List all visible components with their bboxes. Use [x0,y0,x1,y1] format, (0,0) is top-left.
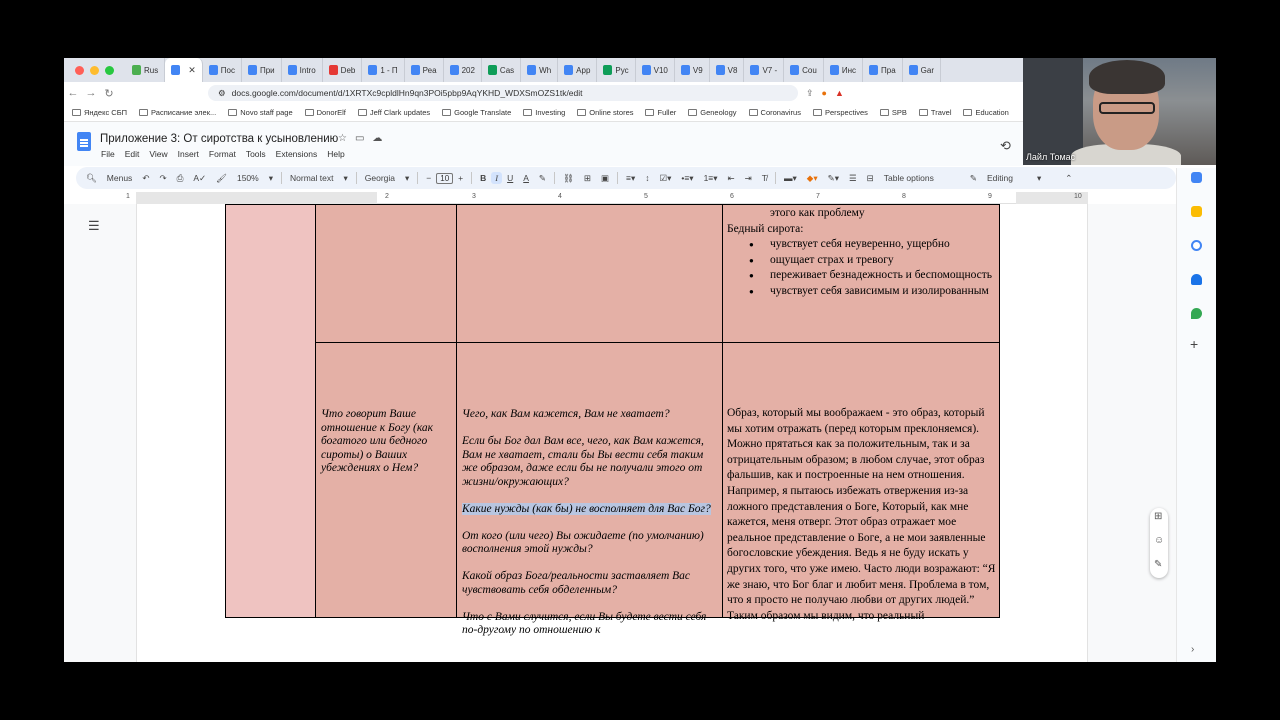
fill-color-icon[interactable]: ◆▾ [806,172,818,183]
tab-favicon-icon [564,65,573,75]
menu-item[interactable]: File [101,149,115,159]
forward-icon[interactable]: → [85,87,97,99]
menu-item[interactable]: Help [327,149,345,159]
back-icon[interactable]: ← [67,87,79,99]
document-page[interactable] [136,204,1088,662]
italic-icon[interactable]: I [491,172,502,184]
floating-actions [1150,508,1168,578]
browser-tab[interactable] [863,58,903,82]
ruler-mark: 7 [816,193,820,200]
docs-header [64,122,1024,166]
style-chevron-icon[interactable]: ▾ [343,172,348,183]
bookmark-item[interactable] [919,108,952,117]
tab-favicon-icon [288,65,297,75]
font-size-input[interactable]: 10 [436,173,453,184]
browser-tab[interactable] [675,58,710,82]
table-cell-question[interactable] [315,342,457,618]
prompt: Если бы Бог дал Вам все, чего, как Вам кажется, Вам не хватает, стали бы Вы вести себя таким же образом, даже если бы не получали этого от жизни/окружающих? [462,435,704,488]
tab-label: V10 [653,65,668,75]
decrease-font-icon[interactable]: − [426,173,432,183]
reload-icon[interactable]: ↻ [104,87,114,100]
browser-tab[interactable] [824,58,863,82]
webcam-background [1023,58,1083,165]
bookmark-icon [228,109,237,116]
bookmark-icon [72,109,81,116]
redo-icon[interactable]: ↷ [159,172,167,183]
search-menus-label[interactable]: Menus [106,173,133,183]
browser-tab[interactable] [203,58,242,82]
bookmark-icon [749,109,758,116]
editing-mode-icon[interactable]: ✎ [969,172,977,183]
ruler-mark: 4 [558,193,562,200]
answer-text[interactable]: Образ, который мы воображаем - это образ, который мы хотим отражать (перед которым преклоняемся). Можно прятаться как за положительным, так и за отрицательным образом; в любом случае, этот образ фальшив, как и построенные на нем отношения. Например, я пытаюсь избежать отвержения из-за ложного представления о Боге, Который, как мне кажется, меня отверг. Этот образ отражает мое реальное представление о Боге, а не мои заявленные богословские убеждения. Ведь я не буду искать у других того, что уже имею. Часто люди возражают: “Я же знаю, что Бог благ и любит меня. Проблема в том, что я просто не получаю любви от других людей.” Таким образом мы видим, что реальный [727,407,996,622]
tab-label: 202 [461,65,475,75]
menu-item[interactable]: Tools [245,149,266,159]
maximize-window-button[interactable] [105,66,114,75]
bookmark-icon [523,109,532,116]
increase-font-icon[interactable]: + [458,173,464,183]
tab-favicon-icon [248,65,257,75]
search-menus-icon[interactable]: 🔍︎ [86,172,97,183]
browser-tab[interactable] [165,58,203,82]
tab-label: Инс [841,65,856,75]
table-icon[interactable]: ⊟ [866,172,874,183]
bookmark-label: Fuller [657,108,677,117]
bookmark-item[interactable] [645,108,676,117]
ruler-mark: 3 [472,193,476,200]
bookmark-item[interactable] [577,108,633,117]
bookmark-label: Novo staff page [240,108,293,117]
browser-tab[interactable] [444,58,482,82]
bookmark-label: Online stores [589,108,634,117]
highlight-icon[interactable]: ✎ [538,172,547,183]
increase-indent-icon[interactable]: ⇥ [744,172,752,183]
bookmark-icon [688,109,697,116]
toolbar-divider [617,172,618,184]
add-comment-icon[interactable]: ⊞ [1154,511,1163,522]
bookmark-item[interactable] [228,108,292,117]
tab-label: Рус [615,65,629,75]
question-text[interactable]: Что говорит Ваше отношение к Богу (как богатого или бедного сироты) о Ваших убеждениях о Нем? [321,408,434,474]
list-item: ● ощущает страх и тревогу [727,253,997,269]
tab-favicon-icon [830,65,839,75]
tab-favicon-icon [869,65,878,75]
selected-text: Какие нужды (как бы) не восполняет для Вас Бог? [462,502,711,515]
browser-tab[interactable] [323,58,363,82]
bookmark-item[interactable] [880,108,907,117]
cloud-status-icon[interactable]: ☁ [372,133,383,144]
tabs [126,58,941,82]
border-color-icon[interactable]: ✎▾ [827,172,839,183]
image-icon[interactable]: ▣ [600,172,609,183]
docs-toolbar [76,167,1176,189]
prompt-highlighted [462,503,717,517]
tab-label: Gar [920,65,934,75]
bookmark-icon [963,109,972,116]
ruler-mark: 9 [988,193,992,200]
url-text: docs.google.com/document/d/1XRTXc9cpldlHn9qn3POi5pbp9AqYKHD_WDXSmOZS1tk/edit [231,88,583,98]
table-options-button[interactable]: Table options [883,173,934,183]
tab-label: Rus [144,65,159,75]
tab-label: Intro [299,65,316,75]
tab-favicon-icon [368,65,377,75]
tab-label: V9 [692,65,703,75]
ruler-mark: 6 [730,193,734,200]
menu-item[interactable]: Insert [177,149,199,159]
bookmark-label: Travel [930,108,952,117]
prompt: От кого (или чего) Вы ожидаете (по умолчанию) восполнения этой нужды? [462,529,704,555]
tab-favicon-icon [450,65,459,75]
bookmark-label: DonorElf [316,108,346,117]
paint-format-icon[interactable]: 🖌︎ [216,172,227,183]
mode-chevron-icon[interactable]: ▾ [1036,172,1042,183]
docs-logo-icon[interactable] [77,132,91,151]
bullet-list-icon[interactable]: •≡▾ [681,172,694,183]
tab-label: При [259,65,275,75]
underline-icon[interactable]: U [507,173,514,183]
tab-label: Deb [340,65,356,75]
table-cell-left[interactable] [225,204,316,618]
tab-favicon-icon [642,65,651,75]
browser-tab[interactable] [597,58,635,82]
editing-mode-select[interactable]: Editing [986,173,1013,183]
emoji-reaction-icon[interactable]: ☺ [1154,535,1165,546]
tab-favicon-icon [909,65,918,75]
ruler-mark: 8 [902,193,906,200]
list-item: ● чувствует себя неуверенно, ущербно [727,237,997,253]
font-select[interactable]: Georgia [364,173,395,183]
browser-tab[interactable] [710,58,745,82]
browser-tab[interactable] [558,58,597,82]
bookmark-item[interactable] [72,108,127,117]
tab-favicon-icon [750,65,759,75]
browser-tab[interactable] [362,58,404,82]
address-bar[interactable] [208,85,798,101]
line: Бедный сирота: [727,222,804,235]
ruler-mark: 5 [644,193,648,200]
toolbar-divider [471,172,472,184]
webcam-overlay [1023,58,1216,165]
close-tab-icon[interactable]: ✕ [188,64,196,75]
toolbar-divider [356,172,357,184]
tab-label: App [576,65,591,75]
tab-favicon-icon [411,65,420,75]
tab-favicon-icon [132,65,141,75]
tab-label: V8 [727,65,738,75]
clear-format-icon[interactable]: T̸ [761,173,767,183]
bookmark-icon [358,109,367,116]
bookmark-label: Jeff Clark updates [369,108,431,117]
menu-item[interactable]: Format [208,149,236,159]
bookmark-item[interactable] [963,108,1008,117]
bookmark-label: Google Translate [454,108,512,117]
numbered-list-icon[interactable]: 1≡▾ [703,172,718,183]
undo-icon[interactable]: ↶ [142,172,150,183]
bookmark-icon [442,109,451,116]
collapse-toolbar-icon[interactable]: ⌃ [1065,172,1073,183]
alert-extension-icon[interactable]: ▲ [834,88,844,98]
menu-item[interactable]: View [149,149,168,159]
bookmark-label: Coronavirus [760,108,801,117]
tab-favicon-icon [209,65,218,75]
spellcheck-icon[interactable]: A✓ [193,172,207,183]
toolbar-divider [775,172,776,184]
tab-favicon-icon [527,65,536,75]
prompt: Какой образ Бога/реальности заставляет Вас чувствовать себя обделенным? [462,570,691,596]
browser-tab[interactable] [903,58,941,82]
menu-item[interactable]: Edit [124,149,140,159]
browser-tab[interactable] [784,58,824,82]
tab-favicon-icon [488,65,497,75]
tab-label: Пос [220,65,235,75]
tab-label: Cou [802,65,817,75]
ruler-margin [136,192,377,204]
link-icon[interactable]: ⛓ [563,172,574,183]
calendar-icon[interactable] [1191,172,1202,183]
bookmark-item[interactable] [523,108,565,117]
browser-tab[interactable] [405,58,444,82]
ruler-mark: 2 [385,193,389,200]
browser-tab[interactable] [636,58,675,82]
bookmark-item[interactable] [749,108,801,117]
add-addon-icon[interactable]: + [1190,336,1199,352]
bookmark-item[interactable] [813,108,868,117]
webcam-person-hair [1089,60,1165,94]
zoom-chevron-icon[interactable]: ▾ [268,172,273,183]
bookmark-label: Яндекс СБП [84,108,128,117]
bookmark-label: SPB [891,108,907,117]
bookmark-item[interactable] [139,108,216,117]
tab-favicon-icon [790,65,799,75]
bookmark-label: Perspectives [824,108,868,117]
bookmark-item[interactable] [305,108,346,117]
bookmark-label: Education [975,108,1009,117]
menu-item[interactable]: Extensions [275,149,318,159]
tab-label: Пра [881,65,896,75]
bold-icon[interactable]: B [480,173,487,183]
tab-label: Wh [539,65,552,75]
browser-tab[interactable] [521,58,558,82]
webcam-name-label: Лайл Томас [1026,152,1076,162]
version-history-icon[interactable]: ⟲ [1000,138,1011,153]
list-item: ● переживает безнадежность и беспомощность [727,268,997,284]
prompt: Что с Вами случится, если Вы будете вести себя по-другому по отношению к [462,610,707,636]
bookmark-icon [577,109,586,116]
browser-tab[interactable] [126,58,165,82]
text-color-icon[interactable]: A [523,173,529,183]
menu-bar [101,149,345,159]
share-icon[interactable]: ⇪ [806,87,814,98]
bookmark-label: Расписание элек... [151,108,217,117]
bookmark-icon [305,109,314,116]
tasks-icon[interactable] [1191,240,1202,251]
top-right-text[interactable] [727,206,997,300]
tab-label: V7 - [762,65,778,75]
toolbar-divider [281,172,282,184]
extension-icon[interactable]: ● [821,88,827,98]
tab-label: 1 - П [380,65,398,75]
star-icon[interactable]: ☆ [338,133,347,144]
decrease-indent-icon[interactable]: ⇤ [727,172,735,183]
align-icon[interactable]: ≡▾ [626,172,636,183]
bookmark-label: Investing [535,108,566,117]
ruler-mark: 10 [1074,193,1082,200]
border-style-icon[interactable]: ☰ [848,172,857,183]
checklist-icon[interactable]: ☑▾ [659,172,672,183]
site-settings-icon[interactable]: ⚙ [218,87,226,98]
tab-favicon-icon [603,65,612,75]
document-outline-icon[interactable]: ☰ [88,218,100,233]
ruler[interactable] [126,192,1088,204]
side-panel [1176,168,1216,662]
bookmark-icon [645,109,654,116]
tab-favicon-icon [681,65,690,75]
browser-tab[interactable] [242,58,282,82]
prompts-text[interactable] [462,408,717,638]
browser-tab[interactable] [482,58,521,82]
bookmark-item[interactable] [688,108,736,117]
border-width-icon[interactable]: ▬▾ [784,172,797,183]
zoom-select[interactable]: 150% [236,173,259,183]
style-select[interactable]: Normal text [290,173,334,183]
bookmark-item[interactable] [442,108,511,117]
title-actions [338,133,382,144]
close-window-button[interactable] [75,66,84,75]
bullet-list [727,237,997,299]
browser-tab[interactable] [744,58,784,82]
list-item: ● чувствует себя зависимым и изолированным [727,284,997,300]
bookmark-icon [813,109,822,116]
ruler-mark: 1 [126,193,130,200]
line-spacing-icon[interactable]: ↕ [645,173,650,183]
bookmark-item[interactable] [358,108,430,117]
window-controls [75,66,114,75]
tab-favicon-icon [171,65,180,75]
bookmark-label: Geneology [700,108,737,117]
browser-tab[interactable] [282,58,323,82]
font-chevron-icon[interactable]: ▾ [405,172,410,183]
maps-icon[interactable] [1191,308,1202,319]
comment-icon[interactable]: ⊞ [583,172,591,183]
toolbar-divider [417,172,418,184]
table-cell-top-middle[interactable] [456,204,723,343]
bookmark-icon [139,109,148,116]
webcam-person-glasses [1099,102,1155,114]
minimize-window-button[interactable] [90,66,99,75]
tab-favicon-icon [329,65,338,75]
suggest-edits-icon[interactable]: ✎ [1154,559,1163,570]
tab-label: Cas [499,65,515,75]
print-icon[interactable]: ⎙ [176,172,184,183]
bookmark-icon [880,109,889,116]
document-title[interactable]: Приложение 3: От сиротства к усыновлению [100,133,339,145]
toolbar-divider [554,172,555,184]
table-cell-top-question[interactable] [315,204,457,343]
move-folder-icon[interactable]: ▭ [354,133,365,144]
line: этого как проблему [770,207,865,219]
tab-label: Реа [422,65,437,75]
prompt: Чего, как Вам кажется, Вам не хватает? [462,408,670,420]
expand-panel-icon[interactable]: › [1191,644,1195,655]
tab-favicon-icon [716,65,725,75]
keep-icon[interactable] [1191,206,1202,217]
bookmark-icon [919,109,928,116]
contacts-icon[interactable] [1191,274,1202,285]
